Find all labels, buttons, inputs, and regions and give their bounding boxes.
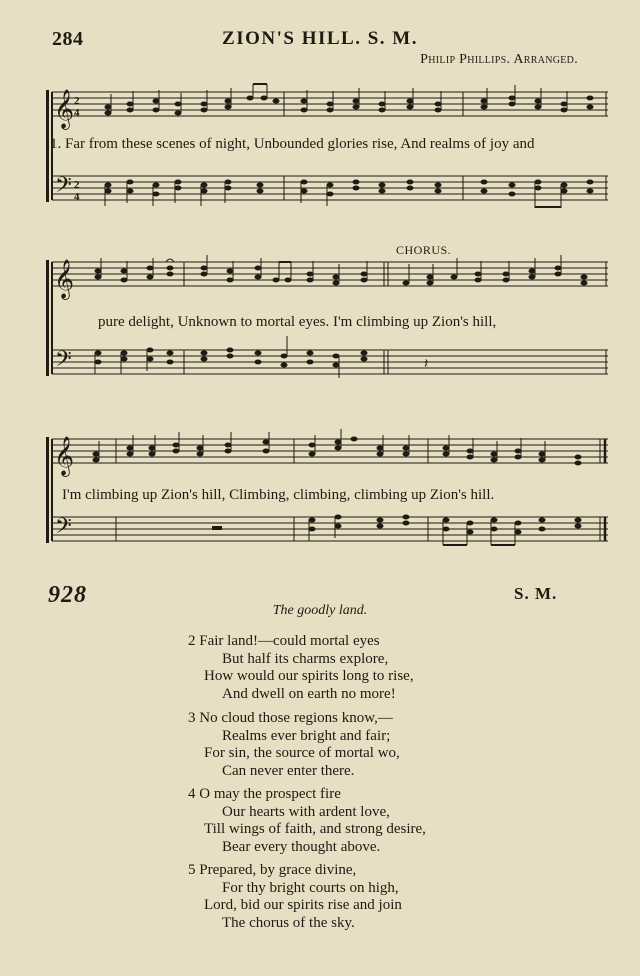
chorus-label: CHORUS. <box>396 243 452 257</box>
svg-text:𝄞: 𝄞 <box>54 261 75 298</box>
svg-text:𝄢: 𝄢 <box>55 347 72 376</box>
stanza-line: 3 No cloud those regions know,— <box>188 710 393 726</box>
stanza-line: For thy bright courts on high, <box>222 879 399 896</box>
hymn-meter: S. M. <box>514 584 558 603</box>
svg-text:4: 4 <box>74 107 80 119</box>
hymn-number: 928 <box>48 582 87 608</box>
svg-text:𝄞: 𝄞 <box>54 438 75 475</box>
svg-text:𝄢: 𝄢 <box>55 173 72 202</box>
svg-text:4: 4 <box>74 191 80 203</box>
stanza-line: The chorus of the sky. <box>222 914 355 931</box>
stanza-4 <box>188 786 426 856</box>
tune-title: ZION'S HILL. S. M. <box>222 28 418 49</box>
stanza-line: For sin, the source of mortal wo, <box>204 745 400 761</box>
lyric-line-1: 1. Far from these scenes of night, Unbounded glories rise, And realms of joy and <box>50 136 535 152</box>
stanza-line: 5 Prepared, by grace divine, <box>188 862 357 878</box>
music-system-3 <box>38 425 610 555</box>
lyric-line-3: I'm climbing up Zion's hill, Climbing, climbing, climbing up Zion's hill. <box>62 487 495 503</box>
svg-text:𝄽: 𝄽 <box>424 357 429 372</box>
stanza-line: Our hearts with ardent love, <box>222 803 390 820</box>
stanza-line: Till wings of faith, and strong desire, <box>204 821 426 837</box>
stanza-line: Can never enter there. <box>222 762 355 779</box>
music-system-1 <box>38 82 610 222</box>
stanza-5 <box>188 862 402 932</box>
stanza-line: Lord, bid our spirits rise and join <box>204 897 402 913</box>
stanza-line: And dwell on earth no more! <box>222 685 396 702</box>
stanza-line: 2 Fair land!—could mortal eyes <box>188 633 380 649</box>
svg-text:2: 2 <box>74 95 80 107</box>
stanza-line: But half its charms explore, <box>222 650 389 667</box>
stanza-line: Bear every thought above. <box>222 838 381 855</box>
stanza-line: 4 O may the prospect fire <box>188 786 341 802</box>
music-system-2 <box>38 250 610 390</box>
svg-text:2: 2 <box>74 179 80 191</box>
hymn-subtitle: The goodly land. <box>272 603 368 618</box>
svg-text:𝄢: 𝄢 <box>55 514 72 543</box>
stanza-3 <box>188 710 400 780</box>
page-number: 284 <box>52 28 84 50</box>
stanza-line: How would our spirits long to rise, <box>204 668 414 684</box>
composer-credit: Philip Phillips. Arranged. <box>420 52 578 67</box>
lyric-line-2: pure delight, Unknown to mortal eyes. I'm climbing up Zion's hill, <box>98 314 497 330</box>
svg-text:𝄞: 𝄞 <box>54 91 75 128</box>
stanza-2 <box>188 633 414 703</box>
stanza-line: Realms ever bright and fair; <box>222 727 391 744</box>
